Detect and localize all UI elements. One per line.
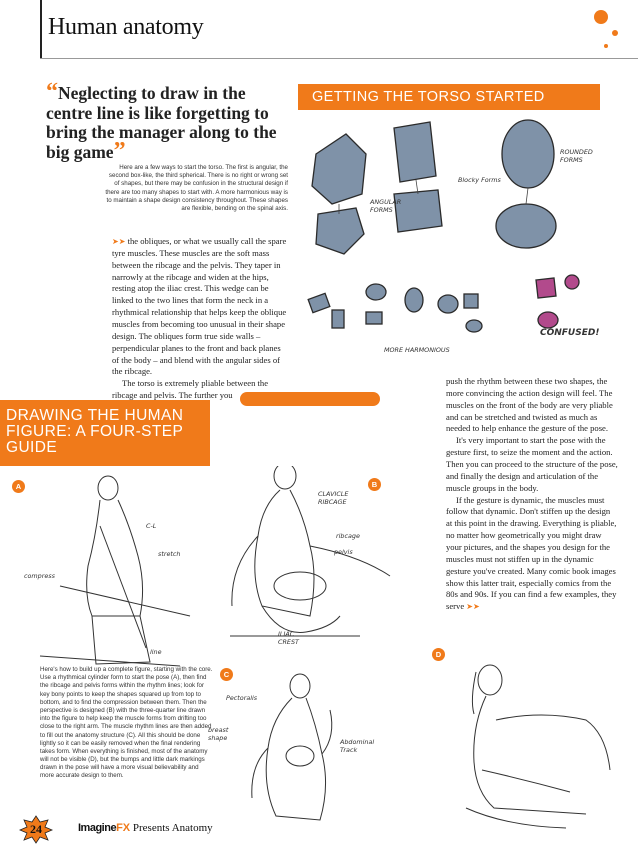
note-rounded-forms: ROUNDED FORMS [560,148,593,164]
step-d-figure [446,650,626,840]
small-shape [332,310,344,328]
angular-ribcage-shape [312,134,366,204]
note-confused: CONFUSED! [540,328,600,338]
note-a-cl: C-L [146,522,157,530]
header-rule [40,58,638,59]
section-banner-torso: GETTING THE TORSO STARTED [298,84,600,110]
step-label-a: A [12,480,25,493]
step-a-sketch [40,476,190,666]
continue-arrow-icon: ➤➤ [112,237,126,246]
angular-pelvis-shape [316,208,364,254]
small-shape [464,294,478,308]
confused-shape [538,312,558,328]
confused-shape [565,275,579,289]
note-b-ribcage: ribcage [336,532,360,540]
page-number: 24 [30,822,42,836]
brand-fx: FX [116,822,131,834]
note-a-line: line [150,648,162,656]
ink-splat [240,392,380,406]
brand-presents: Presents Anatomy [132,822,213,834]
body-right-p1: push the rhythm between these two shapes, the more convincing the action design will feel. The muscles on the front of the body are very pliable and can be stretched and twisted as much as needed to help enhance the gesture of the pose. [446,376,613,434]
continue-arrow-icon: ➤➤ [466,602,480,612]
body-column-left [112,236,288,402]
note-angular-forms: ANGULAR FORMS [370,198,402,214]
pull-quote [46,79,286,164]
body-column-right [446,376,618,613]
round-ribcage-shape [502,120,554,188]
note-b-clavicle: CLAVICLE RIBCAGE [318,490,349,506]
note-c-abdominal: Abdominal Track [340,738,375,754]
steps-caption: Here's how to build up a complete figure, starting with the core. Use a rhythmical cylinder form to start the pose (A), then find the ribcage and pelvis forms within the rhythm lines; look for key bony points to keep the shapes squared up from top to bottom, and to find the compression between them. Then the perspective is designed (B) with the three-quarter line drawn into the figure to help keep the muscle forms from drifting too close to the right arm. The muscle rhythm lines are then added to fill out the anatomy structure (C). All this should be done lightly so it can be easily removed when the final rendering takes form. When everything is finished, most of the anatomy will not be visible (D), but the bumps and little dark markings drawn in the pose will have a more visual believability and more accurate design to them. [40,666,213,780]
body-left-p2: The torso is extremely pliable between the ribcage and pelvis. The further you [112,378,269,401]
small-shape [405,288,423,312]
footer-brand [78,822,213,834]
open-quote-mark: “ [46,79,58,105]
figure-step-sketches [0,466,446,838]
round-pelvis-shape [496,204,556,248]
note-b-iliac: ILIAC CREST [278,630,299,646]
page-title: Human anatomy [48,14,204,40]
header-rule-vertical [40,0,42,58]
ink-splat [594,10,608,24]
note-b-pelvis: pelvis [334,548,353,556]
step-label-c: C [220,668,233,681]
section-banner-figure: DRAWING THE HUMAN FIGURE: A FOUR-STEP GUIDE [0,400,210,466]
body-left-p1: the obliques, or what we usually call the spare tyre muscles. These muscles are the soft mass between the ribcage and the pelvis. They taper in narrowly at the ribcage and widen at the hips, resting atop the iliac crest. This wedge can be linked to the two lines that form the neck in a rhythmical relationship that helps keep the oblique muscles from becoming too unusual in their shape design. The obliques form true side walls – perpendicular planes to the front and back planes of the body – and blend with the angular sides of the ribcage. [112,236,287,377]
body-right-p2: It's very important to start the pose with the gesture first, to seize the moment and the action. Then you can proceed to the structure of the pose, and finally the design and articulation of the muscle groups in the body. [446,435,618,493]
note-c-pectoralis: Pectoralis [226,694,258,702]
note-c-breast: breast shape [208,726,229,742]
pull-quote-text: Neglecting to draw in the centre line is like forgetting to bring the manager along to the big game [46,83,277,162]
small-shape [366,284,386,300]
step-b-sketch [230,466,390,636]
close-quote-mark: ” [113,137,126,164]
small-shape [308,293,330,312]
step-label-d: D [432,648,445,661]
note-a-stretch: stretch [158,550,181,558]
body-right-p3: If the gesture is dynamic, the muscles must follow that dynamic. Don't stiffen up the design at this point in the drawing. Everything is pliable, no matter how geometrically you might draw your pictures, and the shapes you design for the muscles must not stiffen up in the dynamic gesture you've created. Many comic book images show this latter trait, especially comics from the 80s and 90s. If you can find a few examples, they serve [446,494,617,612]
brand-imagine: Imagine [78,822,117,834]
small-shape [438,295,458,313]
step-label-b: B [368,478,381,491]
note-a-compress: compress [24,572,55,580]
box-ribcage-shape [394,122,436,182]
small-shape [366,312,382,324]
small-shape [466,320,482,332]
ink-splat [604,44,608,48]
note-more-harmonious: MORE HARMONIOUS [384,346,450,354]
torso-caption: Here are a few ways to start the torso. The first is angular, the second box-like, the third spherical. There is no right or wrong set of shapes, but there may be confusion in the structural design if there are too many shapes to start with. A more harmonious way is to maintain a shape design consistency throughout. These shapes are flexible, bending on the spinal axis. [105,164,288,212]
confused-shape [536,278,556,298]
note-blocky-forms: Blocky Forms [458,176,501,184]
step-c-sketch [252,674,332,820]
ink-splat [612,30,618,36]
